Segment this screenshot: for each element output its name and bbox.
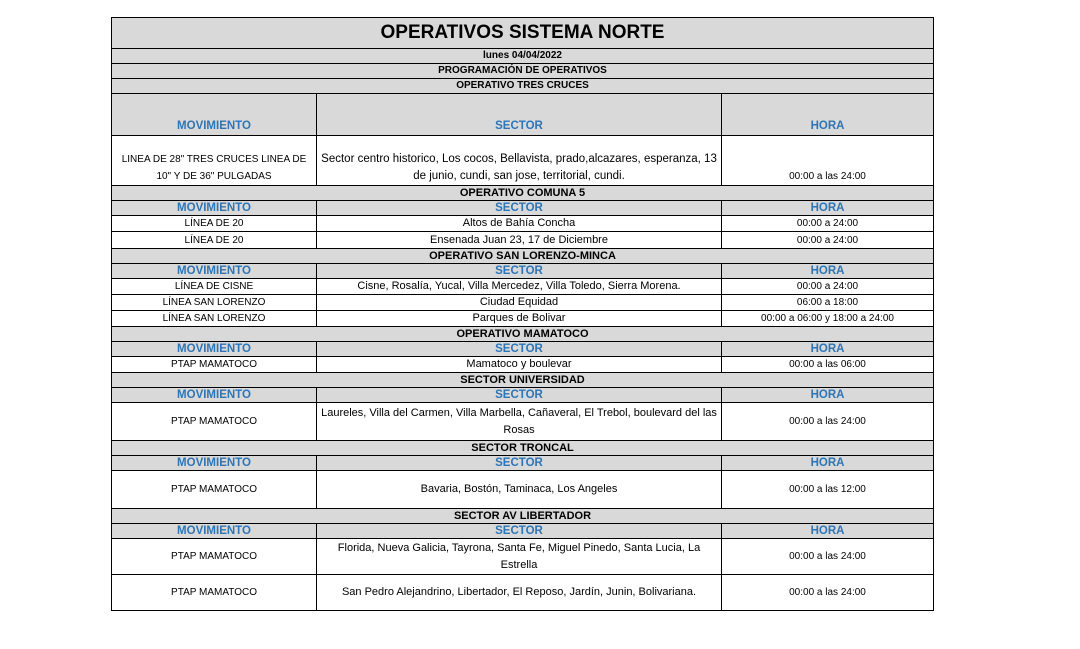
header-hora: HORA (722, 456, 934, 471)
cell-movimiento: LÍNEA SAN LORENZO (112, 295, 317, 311)
cell-movimiento: LÍNEA DE 20 (112, 216, 317, 232)
header-hora: HORA (722, 264, 934, 279)
cell-hora: 00:00 a las 12:00 (722, 471, 934, 509)
header-sector: SECTOR (317, 264, 722, 279)
cell-movimiento: LÍNEA DE 20 (112, 232, 317, 249)
cell-hora: 00:00 a las 06:00 (722, 357, 934, 373)
section-title: SECTOR TRONCAL (112, 441, 934, 456)
table-row (112, 232, 934, 249)
table-row (112, 539, 934, 575)
table-row (112, 403, 934, 441)
cell-sector: Mamatoco y boulevar (317, 357, 722, 373)
header-hora: HORA (722, 201, 934, 216)
header-hora: HORA (722, 388, 934, 403)
cell-hora: 00:00 a 24:00 (722, 216, 934, 232)
cell-hora: 00:00 a 24:00 (722, 232, 934, 249)
cell-hora: 00:00 a las 24:00 (722, 539, 934, 575)
section-title: SECTOR AV LIBERTADOR (112, 509, 934, 524)
cell-hora: 06:00 a 18:00 (722, 295, 934, 311)
cell-sector: Florida, Nueva Galicia, Tayrona, Santa Fe, Miguel Pinedo, Santa Lucia, La Estrella (317, 539, 722, 575)
header-hora: HORA (722, 524, 934, 539)
cell-hora: 00:00 a 06:00 y 18:00 a 24:00 (722, 311, 934, 327)
programacion-label: PROGRAMACIÓN DE OPERATIVOS (112, 64, 934, 79)
cell-movimiento: PTAP MAMATOCO (112, 403, 317, 441)
cell-hora: 00:00 a las 24:00 (722, 136, 934, 186)
section-title: OPERATIVO COMUNA 5 (112, 186, 934, 201)
cell-movimiento: LÍNEA SAN LORENZO (112, 311, 317, 327)
cell-sector: Parques de Bolivar (317, 311, 722, 327)
header-movimiento: MOVIMIENTO (112, 94, 317, 136)
header-movimiento: MOVIMIENTO (112, 524, 317, 539)
cell-sector: Altos de Bahía Concha (317, 216, 722, 232)
table-row (112, 311, 934, 327)
cell-hora: 00:00 a 24:00 (722, 279, 934, 295)
cell-hora: 00:00 a las 24:00 (722, 403, 934, 441)
header-movimiento: MOVIMIENTO (112, 456, 317, 471)
section-title: SECTOR UNIVERSIDAD (112, 373, 934, 388)
cell-movimiento: PTAP MAMATOCO (112, 471, 317, 509)
table-row (112, 357, 934, 373)
table-row (112, 279, 934, 295)
header-movimiento: MOVIMIENTO (112, 342, 317, 357)
table-row (112, 136, 934, 186)
section-title: OPERATIVO SAN LORENZO-MINCA (112, 249, 934, 264)
header-sector: SECTOR (317, 524, 722, 539)
header-sector: SECTOR (317, 342, 722, 357)
sheet-title: OPERATIVOS SISTEMA NORTE (112, 18, 934, 49)
section-title: OPERATIVO TRES CRUCES (112, 79, 934, 94)
header-movimiento: MOVIMIENTO (112, 388, 317, 403)
cell-sector: Laureles, Villa del Carmen, Villa Marbella, Cañaveral, El Trebol, boulevard del las Rosas (317, 403, 722, 441)
section-title: OPERATIVO MAMATOCO (112, 327, 934, 342)
cell-sector: Ciudad Equidad (317, 295, 722, 311)
cell-movimiento: PTAP MAMATOCO (112, 539, 317, 575)
header-sector: SECTOR (317, 94, 722, 136)
header-movimiento: MOVIMIENTO (112, 201, 317, 216)
header-sector: SECTOR (317, 456, 722, 471)
cell-sector: Bavaria, Bostón, Taminaca, Los Angeles (317, 471, 722, 509)
cell-hora: 00:00 a las 24:00 (722, 575, 934, 611)
header-sector: SECTOR (317, 201, 722, 216)
cell-movimiento: PTAP MAMATOCO (112, 575, 317, 611)
sheet-date: lunes 04/04/2022 (112, 49, 934, 64)
cell-sector: San Pedro Alejandrino, Libertador, El Reposo, Jardín, Junin, Bolivariana. (317, 575, 722, 611)
cell-movimiento: PTAP MAMATOCO (112, 357, 317, 373)
table-row (112, 471, 934, 509)
table-row (112, 216, 934, 232)
header-movimiento: MOVIMIENTO (112, 264, 317, 279)
cell-sector: Sector centro historico, Los cocos, Bellavista, prado,alcazares, esperanza, 13 de junio, cundi, san jose, territorial, cundi. (317, 136, 722, 186)
cell-sector: Ensenada Juan 23, 17 de Diciembre (317, 232, 722, 249)
header-hora: HORA (722, 94, 934, 136)
cell-movimiento: LÍNEA DE CISNE (112, 279, 317, 295)
operativos-table (111, 17, 934, 611)
header-sector: SECTOR (317, 388, 722, 403)
cell-movimiento: LINEA DE 28" TRES CRUCES LINEA DE 10" Y DE 36" PULGADAS (112, 136, 317, 186)
table-row (112, 575, 934, 611)
table-row (112, 295, 934, 311)
header-hora: HORA (722, 342, 934, 357)
cell-sector: Cisne, Rosalía, Yucal, Villa Mercedez, Villa Toledo, Sierra Morena. (317, 279, 722, 295)
